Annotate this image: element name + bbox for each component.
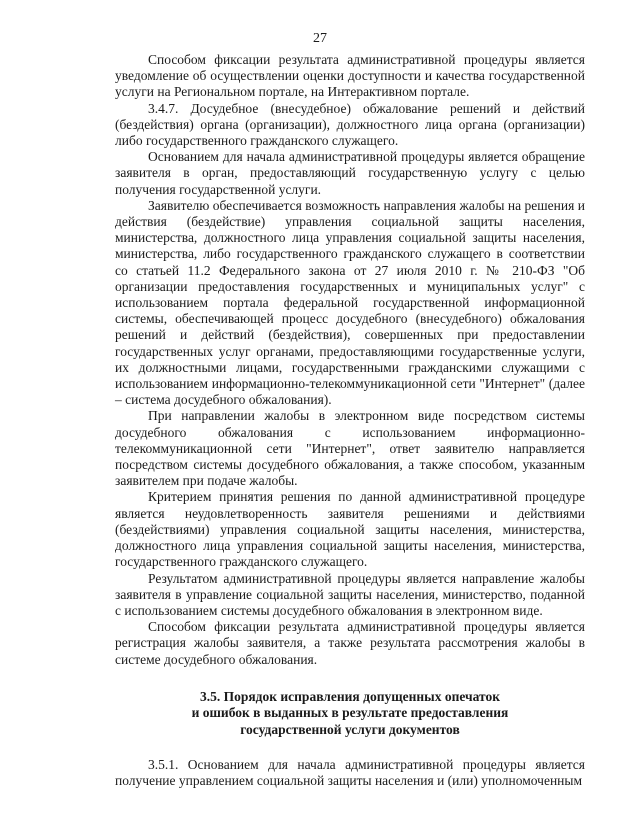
section-heading-line: и ошибок в выданных в результате предоставления xyxy=(191,705,509,721)
paragraph: 3.4.7. Досудебное (внесудебное) обжалование решений и действий (бездействия) органа (организации), должностного лица органа (организации) либо государственного гражданского служащего. xyxy=(115,100,585,149)
document-body xyxy=(115,52,585,790)
section-heading xyxy=(115,689,585,739)
section-heading-line: государственной услуги документов xyxy=(240,721,460,737)
paragraph: 3.5.1. Основанием для начала административной процедуры является получение управлением социальной защиты населения и (или) уполномоченным xyxy=(115,757,585,789)
paragraph: При направлении жалобы в электронном виде посредством системы досудебного обжалования с использованием информационно-телекоммуникационной сети "Интернет", ответ заявителю направляется посредством системы досудебного обжалования, а также способом, указанным заявителем при подаче жалобы. xyxy=(115,408,585,489)
paragraph: Основанием для начала административной процедуры является обращение заявителя в орган, предоставляющий государственную услугу с целью получения государственной услуги. xyxy=(115,149,585,197)
section-heading-line: 3.5. Порядок исправления допущенных опечаток xyxy=(199,688,501,704)
paragraph: Способом фиксации результата административной процедуры является уведомление об осуществлении оценки доступности и качества государственной услуги на Региональном портале, на Интерактивном портале. xyxy=(115,52,585,100)
paragraph: Результатом административной процедуры является направление жалобы заявителя в управление социальной защиты населения, министерство, поданной с использованием системы досудебного обжалования в электронном виде. xyxy=(115,570,585,618)
paragraph: Способом фиксации результата административной процедуры является регистрация жалобы заявителя, а также результата рассмотрения жалобы в системе досудебного обжалования. xyxy=(115,619,585,667)
page-number: 27 xyxy=(313,31,327,46)
paragraph: Критерием принятия решения по данной административной процедуре является неудовлетворенность заявителя решениями и действиями (бездействиями) управления социальной защиты населения, министерства, должностного лица управления социальной защиты населения, министерства, государственного гражданского служащего. xyxy=(115,489,585,570)
paragraph: Заявителю обеспечивается возможность направления жалобы на решения и действия (бездействие) управления социальной защиты населения, министерства, должностного лица управления социальной защиты населения, министерства, либо государственного гражданского служащего в соответствии со статьей 11.2 Федерального закона от 27 июля 2010 г. № 210-ФЗ "Об организации предоставления государственных и муниципальных услуг" с использованием портала федеральной государственной информационной системы, обеспечивающей процесс досудебного (внесудебного) обжалования решений и действий (бездействия), совершенных при предоставлении государственных услуг органами, предоставляющими государственные услуги, их должностными лицами, государственными гражданскими служащими с использованием информационно-телекоммуникационной сети "Интернет" (далее – система досудебного обжалования). xyxy=(115,197,585,408)
